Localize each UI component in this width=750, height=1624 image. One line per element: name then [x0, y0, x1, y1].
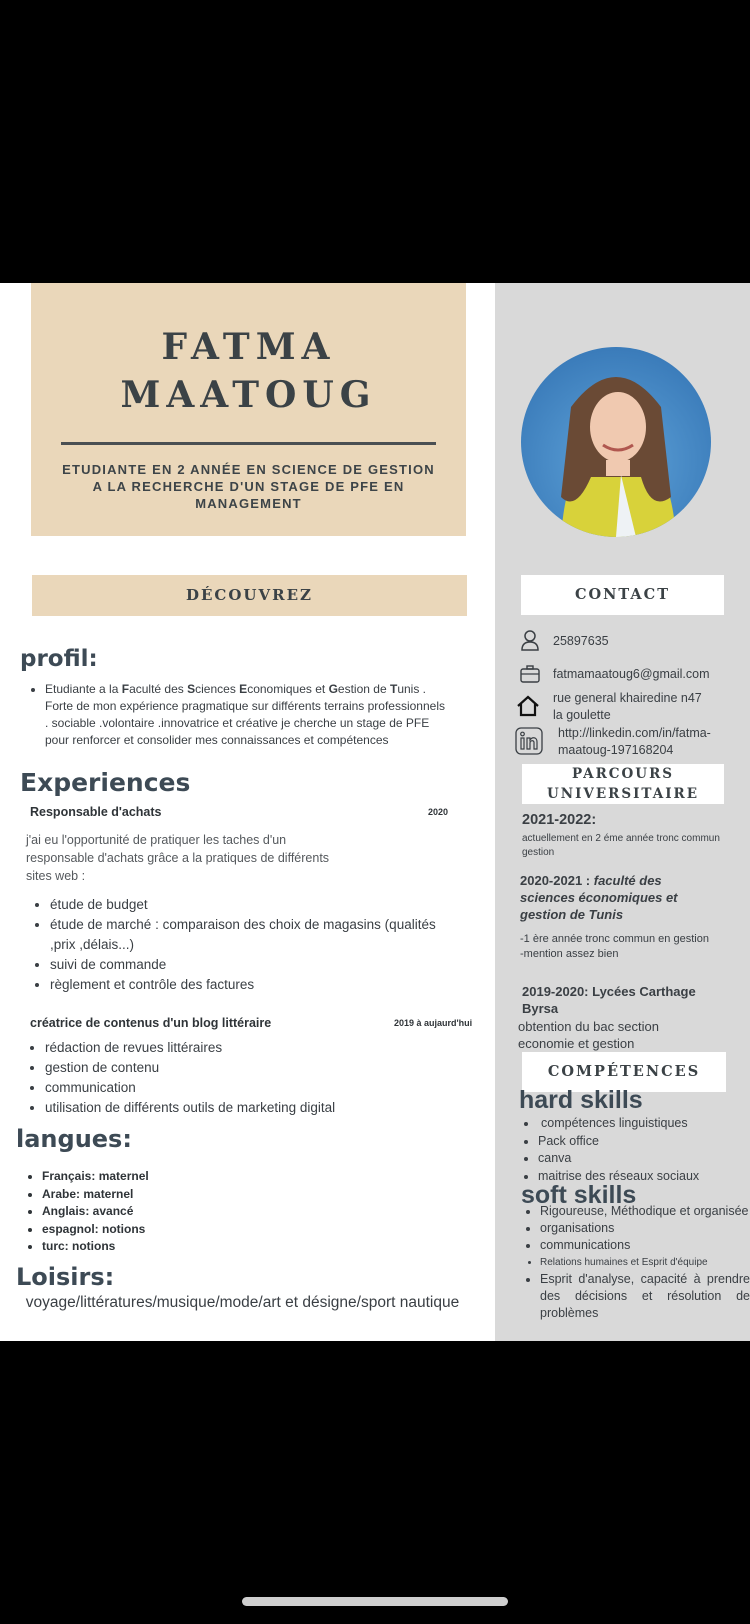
last-name: MAATOUG [120, 374, 377, 416]
list-item: • Pack office [538, 1133, 748, 1151]
profil-text: • Etudiante a la Faculté des Sciences Economiques et Gestion de Tunis . Forte de mon expérience pragmatique sur différents terrains professionnels . sociable .volontaire .innovatrice et créative je cherche un stage de PFE pour renforcer et consolider mes connaissances et compétences [45, 681, 445, 749]
list-item: • canva [538, 1150, 748, 1168]
job-tasks-list [50, 895, 450, 995]
list-item: • Esprit d'analyse, capacité à prendre des décisions et résolution de problèmes [540, 1271, 750, 1322]
education-detail: obtention du bac section economie et gestion [518, 1019, 659, 1051]
hard-skills-heading: hard skills [519, 1086, 643, 1114]
linkedin-url-line1: http://linkedin.com/in/fatma- [558, 726, 711, 740]
soft-skills-heading: soft skills [521, 1181, 637, 1209]
list-item: • règlement et contrôle des factures [50, 975, 450, 995]
profile-photo [521, 347, 711, 537]
education-year: 2020-2021 : [520, 873, 594, 888]
phone-number[interactable]: 25897635 [553, 634, 609, 648]
contact-heading: CONTACT [521, 575, 724, 615]
education-entry [520, 872, 720, 923]
home-icon [516, 694, 540, 718]
job-year: 2019 à aujaurd'hui [394, 1018, 473, 1028]
job-title: créatrice de contenus d'un blog littéraire [30, 1016, 272, 1030]
job-description: j'ai eu l'opportunité de pratiquer les taches d'un responsable d'achats grâce a la pratiques de différents sites web : [26, 833, 330, 883]
experiences-heading: Experiences [20, 768, 191, 797]
decouvrez-heading: DÉCOUVREZ [32, 575, 467, 616]
list-item: • organisations [540, 1220, 750, 1237]
list-item: • gestion de contenu [45, 1058, 445, 1078]
full-name [31, 323, 466, 419]
address-city: la goulette [553, 708, 611, 722]
list-item: • communication [45, 1078, 445, 1098]
name-divider [61, 442, 436, 445]
list-item: • étude de marché : comparaison des choix de magasins (qualités ,prix ,délais...) [50, 915, 450, 955]
first-name: FATMA [161, 326, 336, 368]
list-item: • Relations humaines et Esprit d'équipe [540, 1254, 750, 1271]
education-detail: -1 ère année tronc commun en gestion -mention assez bien [520, 933, 709, 960]
langues-heading: langues: [16, 1125, 132, 1153]
education-detail: actuellement en 2 éme année tronc commun gestion [522, 833, 720, 858]
list-item: • utilisation de différents outils de marketing digital [45, 1098, 445, 1118]
education-year: 2021-2022: [522, 812, 597, 828]
list-item: • maitrise des réseaux sociaux [538, 1168, 748, 1186]
linkedin-icon [515, 727, 543, 755]
email-address[interactable]: fatmamaatoug6@gmail.com [553, 667, 710, 681]
list-item: • suivi de commande [50, 955, 450, 975]
address-street: rue general khairedine n47 [553, 691, 702, 705]
loisirs-heading: Loisirs: [16, 1263, 115, 1291]
parcours-heading-line1: PARCOURS [571, 766, 675, 782]
list-item: • compétences linguistiques [538, 1115, 748, 1133]
job-subtitle: ETUDIANTE EN 2 ANNÉE EN SCIENCE DE GESTION A LA RECHERCHE D'UN STAGE DE PFE EN MANAGEMENT [62, 462, 435, 511]
profil-list [45, 681, 445, 749]
list-item: • communications [540, 1237, 750, 1254]
list-item: • Français: maternel [42, 1168, 149, 1186]
job-title: Responsable d'achats [30, 805, 162, 819]
job-year: 2020 [428, 807, 449, 817]
loisirs-text: voyage/littératures/musique/mode/art et désigne/sport nautique [25, 1294, 460, 1311]
list-item: • espagnol: notions [42, 1221, 149, 1239]
education-school: faculté des sciences économiques et gestion de Tunis [520, 873, 678, 922]
langues-list [42, 1168, 149, 1256]
parcours-heading [522, 764, 724, 804]
competences-heading: COMPÉTENCES [522, 1052, 726, 1092]
linkedin-url-line2: maatoug-197168204 [558, 743, 674, 757]
home-indicator[interactable] [242, 1597, 508, 1606]
list-item: • Arabe: maternel [42, 1186, 149, 1204]
job-tasks-list [45, 1038, 445, 1118]
soft-skills-list [540, 1203, 750, 1322]
list-item: • turc: notions [42, 1238, 149, 1256]
parcours-heading-line2: UNIVERSITAIRE [546, 786, 700, 802]
education-entry: 2019-2020: Lycées Carthage Byrsa [522, 984, 696, 1016]
linkedin-url[interactable] [558, 725, 711, 759]
profil-heading: profil: [20, 646, 98, 672]
list-item: • Rigoureuse, Méthodique et organisée [540, 1203, 750, 1220]
list-item: • étude de budget [50, 895, 450, 915]
list-item: • rédaction de revues littéraires [45, 1038, 445, 1058]
list-item: • Anglais: avancé [42, 1203, 149, 1221]
profile-photo-image [521, 347, 711, 537]
briefcase-icon [520, 665, 540, 683]
user-icon [520, 629, 540, 651]
hard-skills-list [538, 1115, 748, 1185]
address [553, 690, 702, 724]
cv-page [0, 283, 750, 1341]
name-header [31, 283, 466, 536]
